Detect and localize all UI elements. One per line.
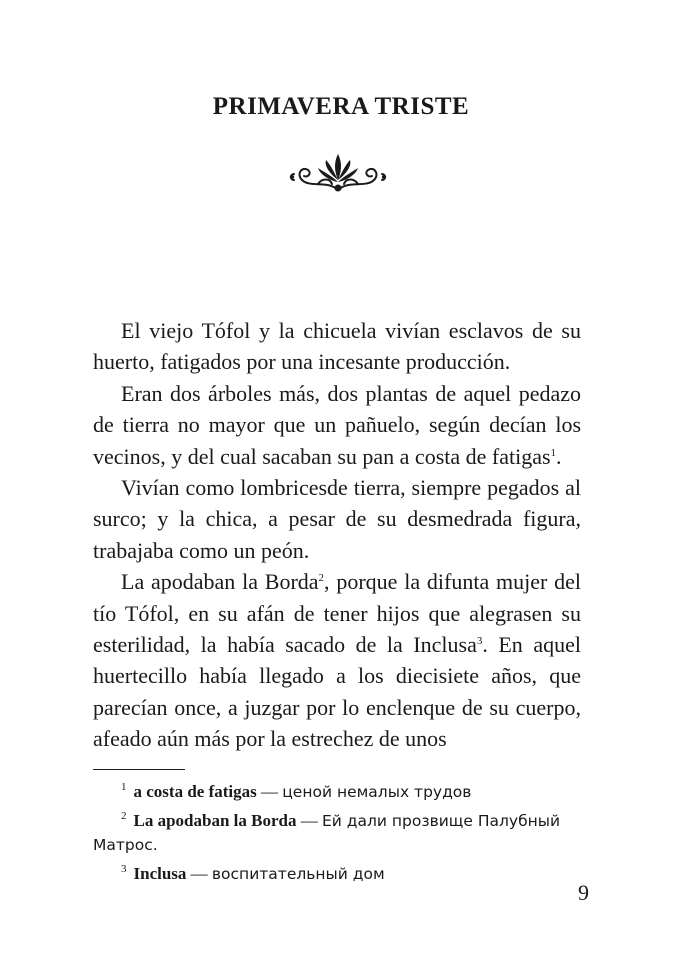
footnote-dash: — [296, 811, 322, 830]
footnote-number: 1 [121, 781, 127, 793]
paragraph-4-text-b: , porque la difunta mujer del tío Tófol, en su afán de tener hijos que alegrasen su esterilidad, la había sacado de la Inclusa [93, 569, 581, 658]
paragraph-1-text: El viejo Tófol y la chicuela vivían esclavos de su huerto, fatigados por una incesante producción. [93, 318, 581, 375]
footnotes [93, 775, 581, 886]
footnote-dash: — [256, 782, 283, 801]
paragraph-2-end: . [556, 443, 562, 469]
paragraph-1 [93, 315, 581, 378]
fleuron-ornament-icon [288, 150, 388, 196]
footnote-number: 3 [121, 863, 127, 875]
footnote-2 [93, 804, 581, 857]
paragraph-4 [93, 566, 581, 754]
footnote-number: 2 [121, 810, 127, 822]
paragraph-2-text: Eran dos árboles más, dos plantas de aquel pedazo de tierra no mayor que un pañuelo, según decían los vecinos, y del cual sacaban su pan a costa de fatigas [93, 380, 581, 469]
paragraph-2 [93, 378, 581, 472]
footnote-gloss: Ей дали прозвище Палубный Матрос. [93, 812, 561, 854]
page-number: 9 [578, 880, 589, 905]
footnote-term: a costa de fatigas [133, 782, 257, 801]
footnote-term: Inclusa [133, 864, 187, 883]
footnote-gloss: воспитательный дом [211, 865, 385, 883]
footnote-term: La apodaban la Borda [133, 811, 297, 830]
footnote-ref-3[interactable]: 3 [476, 635, 483, 648]
footnote-gloss: ценой немалых трудов [282, 783, 472, 801]
paragraph-3-text: Vivían como lombricesde tierra, siempre pegados al surco; y la chica, a pesar de su desmedrada figura, trabajaba como un peón. [93, 475, 581, 563]
paragraph-4-text-c: . En aquel huertecillo había llegado a los diecisiete años, que parecían once, a juzgar por lo enclenque de su cuerpo, afeado aún más por la estrechez de unos [93, 632, 581, 752]
paragraph-4-text-a: La apodaban la Borda [121, 569, 319, 595]
footnote-separator [93, 769, 185, 770]
chapter-title: PRIMAVERA TRISTE [212, 93, 470, 120]
footnote-3 [93, 857, 581, 886]
footnote-ref-1[interactable]: 1 [550, 446, 557, 459]
footnote-1 [93, 775, 581, 804]
footnote-ref-2[interactable]: 2 [318, 572, 325, 585]
paragraph-3 [93, 472, 581, 566]
footnote-dash: — [186, 864, 212, 883]
body-text [93, 315, 581, 755]
